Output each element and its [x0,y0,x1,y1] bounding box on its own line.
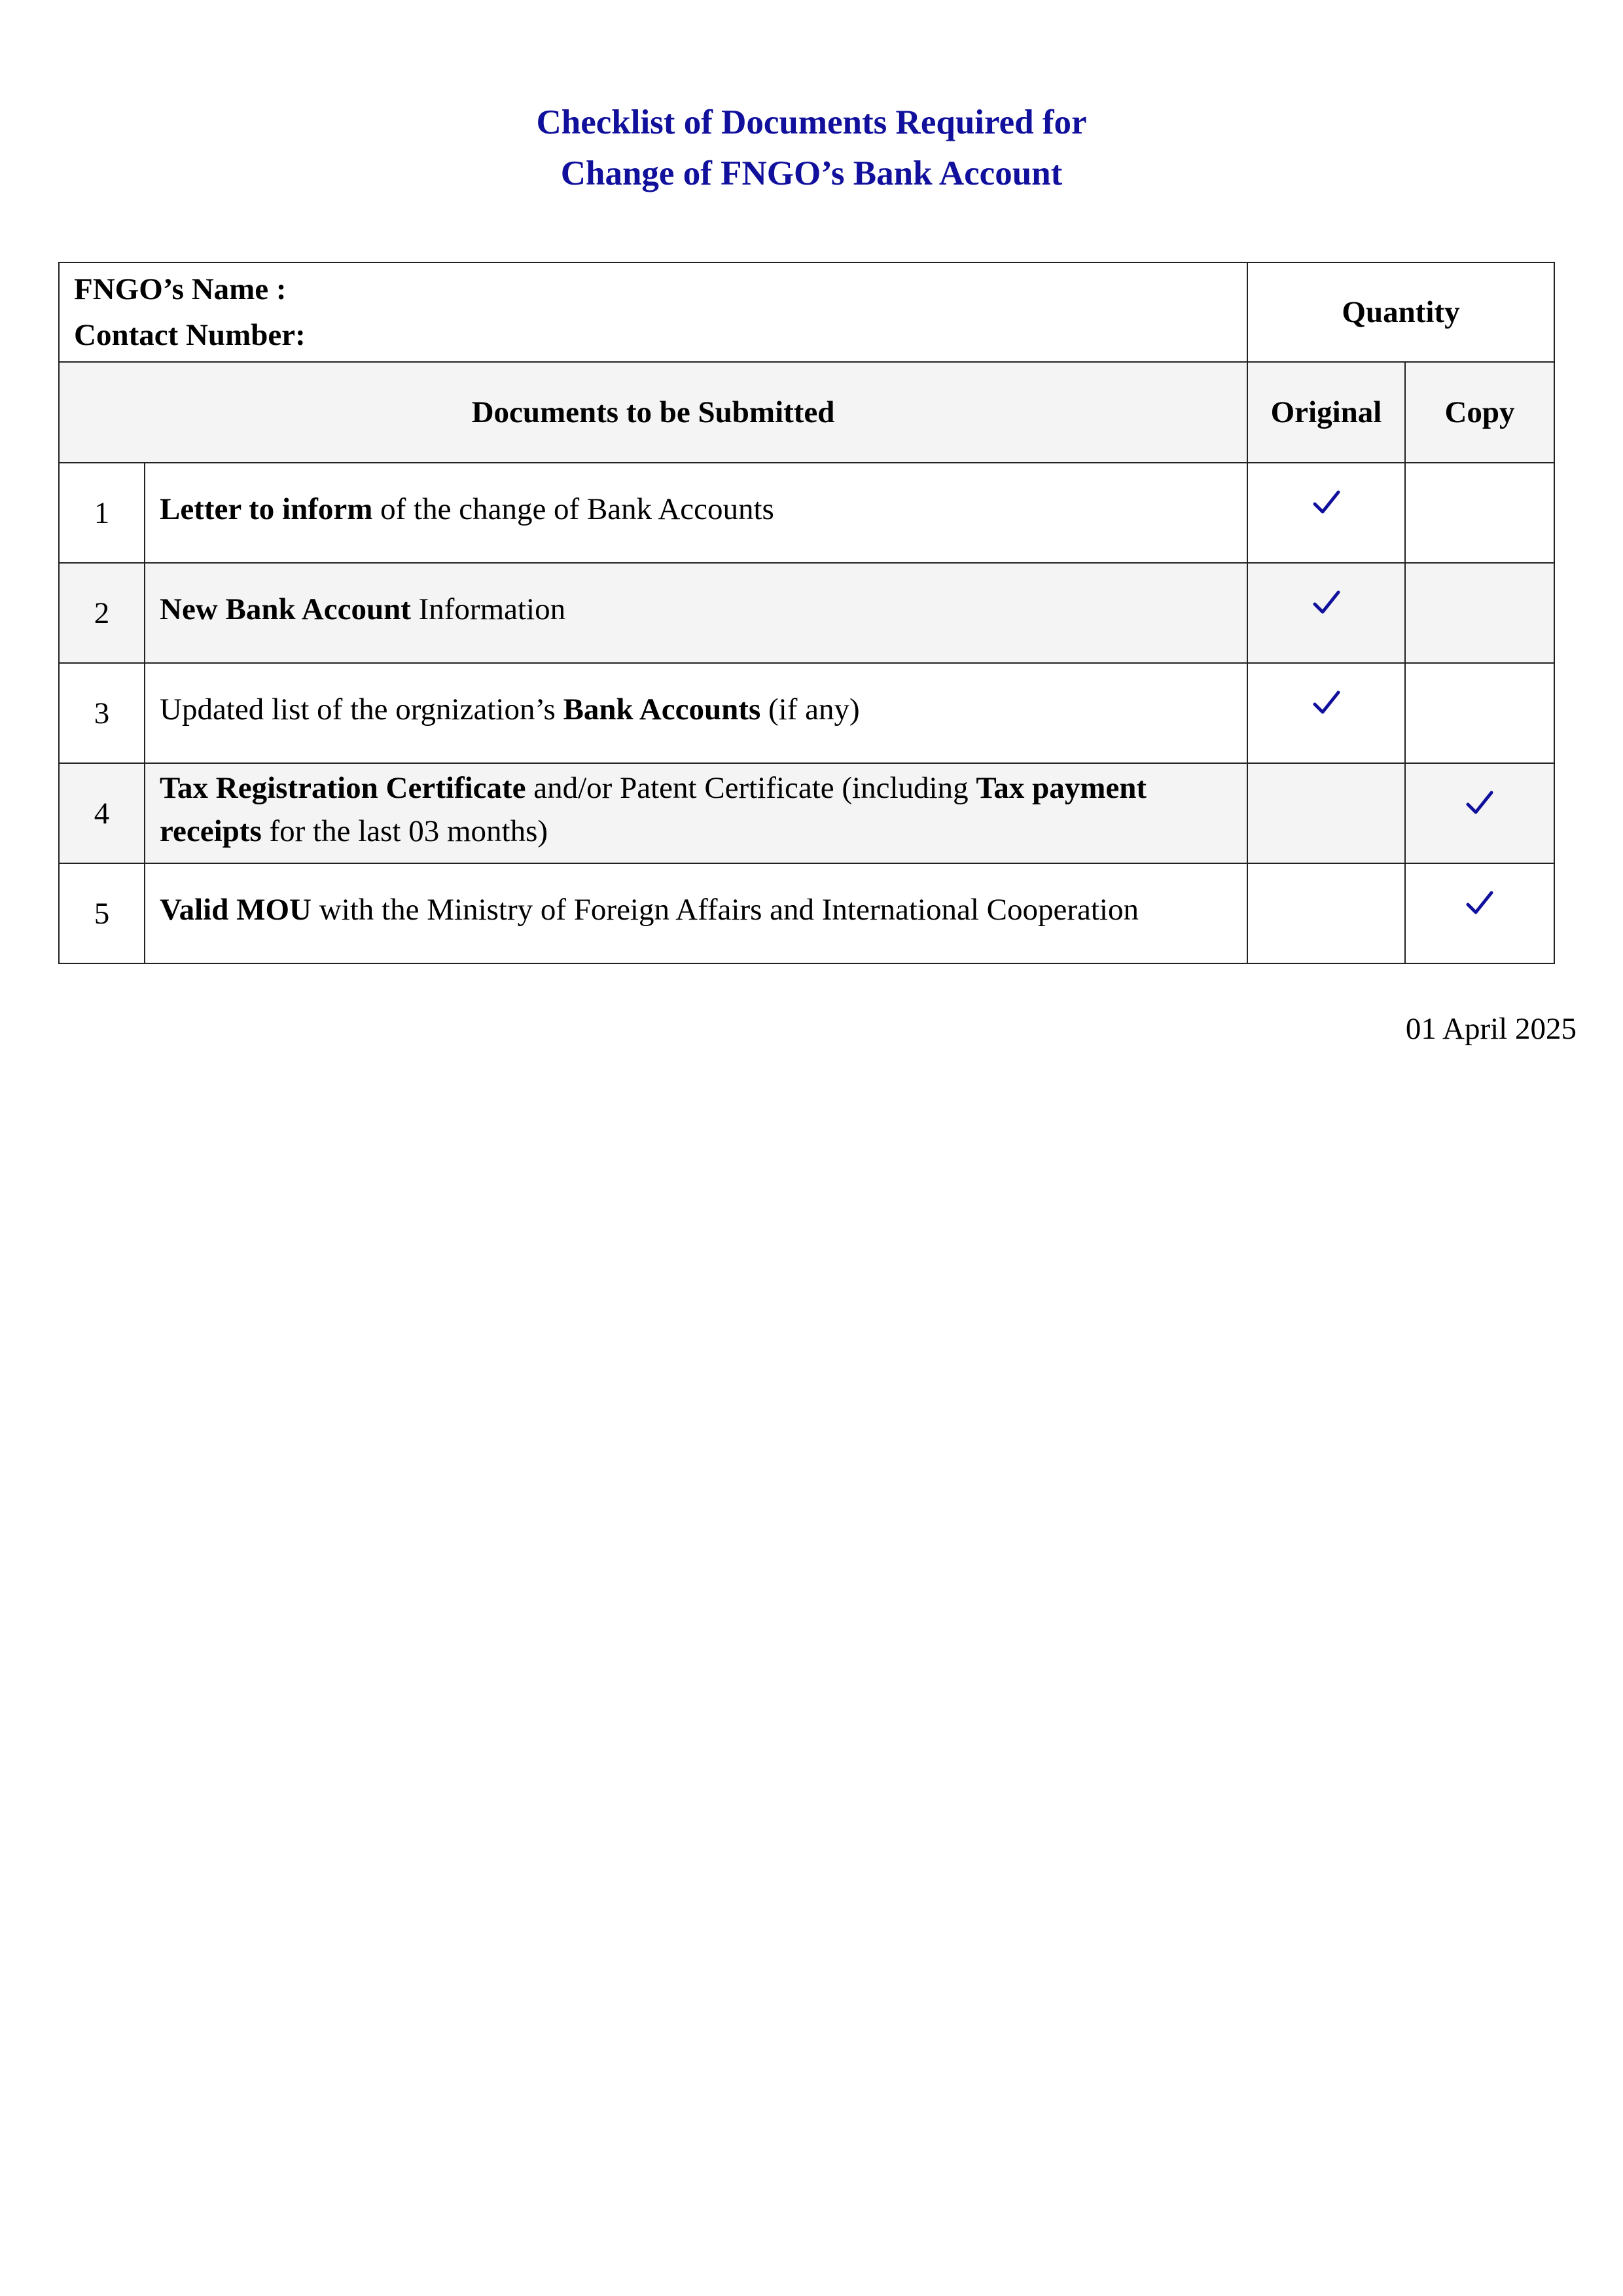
contact-number-label: Contact Number: [74,318,306,352]
document-description [145,463,1247,563]
description-text: of the change of Bank Accounts [372,492,774,526]
original-check-cell [1247,663,1405,763]
item-number: 5 [59,863,145,963]
description-bold-text: Valid MOU [160,892,312,927]
item-number: 3 [59,663,145,763]
fngo-info-cell [59,262,1247,362]
checkmark-icon [1311,487,1342,518]
column-header-row [59,362,1554,463]
table-row [59,863,1554,963]
checkmark-icon [1464,787,1495,819]
description-text: Information [410,592,566,626]
document-description-text [160,888,1232,931]
title-line-2: Change of FNGO’s Bank Account [560,154,1063,192]
original-check-cell [1247,763,1405,863]
document-description-text [160,766,1232,853]
original-check-cell [1247,863,1405,963]
table-row [59,663,1554,763]
checklist-body [59,262,1554,963]
table-row [59,463,1554,563]
checkmark-icon [1464,888,1495,919]
original-check-cell [1247,463,1405,563]
info-row [59,262,1554,362]
copy-check-cell [1405,463,1554,563]
copy-header: Copy [1405,362,1554,463]
copy-check-cell [1405,763,1554,863]
document-description-text [160,688,1232,731]
original-check-cell [1247,563,1405,663]
documents-header: Documents to be Submitted [59,362,1247,463]
description-bold-text: Letter to inform [160,492,373,526]
item-number: 1 [59,463,145,563]
checkmark-icon [1311,587,1342,619]
document-description [145,563,1247,663]
item-number: 4 [59,763,145,863]
document-description [145,863,1247,963]
item-number: 2 [59,563,145,663]
fngo-name-label: FNGO’s Name : [74,272,287,306]
table-row [59,563,1554,663]
title-line-1: Checklist of Documents Required for [536,103,1087,141]
document-description-text [160,588,1232,631]
quantity-header: Quantity [1247,262,1554,362]
documents-checklist-table [58,262,1555,964]
copy-check-cell [1405,863,1554,963]
copy-check-cell [1405,563,1554,663]
description-bold-text: New Bank Account [160,592,411,626]
document-title [0,97,1623,199]
description-text: Updated list of the orgnization’s [160,692,563,726]
table-row [59,763,1554,863]
checkmark-icon [1311,687,1342,719]
description-bold-text: Tax payment receipts [160,770,1147,848]
description-text: (if any) [760,692,860,726]
original-header: Original [1247,362,1405,463]
description-bold-text: Tax Registration Certificate [160,770,526,805]
document-description [145,663,1247,763]
document-description-text [160,488,1232,531]
document-description [145,763,1247,863]
copy-check-cell [1405,663,1554,763]
document-date: 01 April 2025 [1405,1012,1577,1046]
description-bold-text: Bank Accounts [563,692,761,726]
description-text: and/or Patent Certificate (including [526,770,976,805]
description-text: for the last 03 months) [261,814,548,848]
description-text: with the Ministry of Foreign Affairs and International Cooperation [312,892,1139,927]
